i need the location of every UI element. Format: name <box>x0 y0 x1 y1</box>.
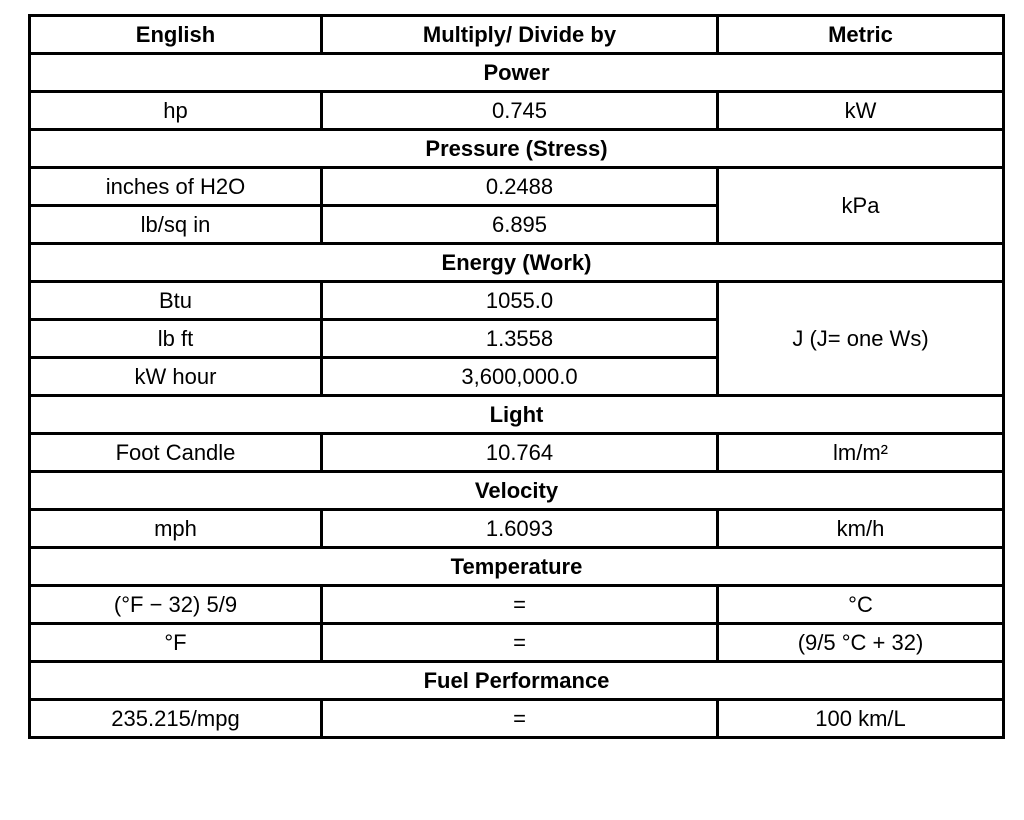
metric-unit-cell: (9/5 °C + 32) <box>718 624 1004 662</box>
header-row <box>30 16 1004 54</box>
metric-unit-cell: lm/m² <box>718 434 1004 472</box>
table-row <box>30 282 1004 320</box>
section-row-power <box>30 54 1004 92</box>
column-header-metric: Metric <box>718 16 1004 54</box>
factor-cell: 0.2488 <box>322 168 718 206</box>
section-title-temperature: Temperature <box>30 548 1004 586</box>
factor-cell: 10.764 <box>322 434 718 472</box>
table-row <box>30 168 1004 206</box>
column-header-factor: Multiply/ Divide by <box>322 16 718 54</box>
english-unit-cell: mph <box>30 510 322 548</box>
section-row-pressure <box>30 130 1004 168</box>
table-row <box>30 510 1004 548</box>
english-unit-cell: lb/sq in <box>30 206 322 244</box>
english-unit-cell: Btu <box>30 282 322 320</box>
section-row-energy <box>30 244 1004 282</box>
english-unit-cell: lb ft <box>30 320 322 358</box>
english-unit-cell: kW hour <box>30 358 322 396</box>
english-unit-cell: inches of H2O <box>30 168 322 206</box>
metric-unit-cell: km/h <box>718 510 1004 548</box>
factor-cell: 0.745 <box>322 92 718 130</box>
metric-unit-cell: kW <box>718 92 1004 130</box>
table-row <box>30 586 1004 624</box>
section-title-pressure: Pressure (Stress) <box>30 130 1004 168</box>
section-row-velocity <box>30 472 1004 510</box>
metric-unit-cell: 100 km/L <box>718 700 1004 738</box>
factor-cell: 1055.0 <box>322 282 718 320</box>
factor-cell: 6.895 <box>322 206 718 244</box>
metric-unit-cell: J (J= one Ws) <box>718 282 1004 396</box>
section-title-velocity: Velocity <box>30 472 1004 510</box>
metric-unit-cell: °C <box>718 586 1004 624</box>
english-unit-cell: 235.215/mpg <box>30 700 322 738</box>
factor-cell: 1.6093 <box>322 510 718 548</box>
table-row <box>30 92 1004 130</box>
english-unit-cell: (°F − 32) 5/9 <box>30 586 322 624</box>
unit-conversion-table <box>28 14 1005 739</box>
factor-cell: = <box>322 624 718 662</box>
column-header-english: English <box>30 16 322 54</box>
english-unit-cell: Foot Candle <box>30 434 322 472</box>
english-unit-cell: °F <box>30 624 322 662</box>
section-row-temperature <box>30 548 1004 586</box>
table-row <box>30 624 1004 662</box>
factor-cell: 3,600,000.0 <box>322 358 718 396</box>
factor-cell: 1.3558 <box>322 320 718 358</box>
section-title-fuel: Fuel Performance <box>30 662 1004 700</box>
section-title-power: Power <box>30 54 1004 92</box>
factor-cell: = <box>322 700 718 738</box>
metric-unit-cell: kPa <box>718 168 1004 244</box>
section-title-light: Light <box>30 396 1004 434</box>
table-row <box>30 434 1004 472</box>
section-title-energy: Energy (Work) <box>30 244 1004 282</box>
factor-cell: = <box>322 586 718 624</box>
section-row-light <box>30 396 1004 434</box>
english-unit-cell: hp <box>30 92 322 130</box>
table-row <box>30 700 1004 738</box>
section-row-fuel <box>30 662 1004 700</box>
